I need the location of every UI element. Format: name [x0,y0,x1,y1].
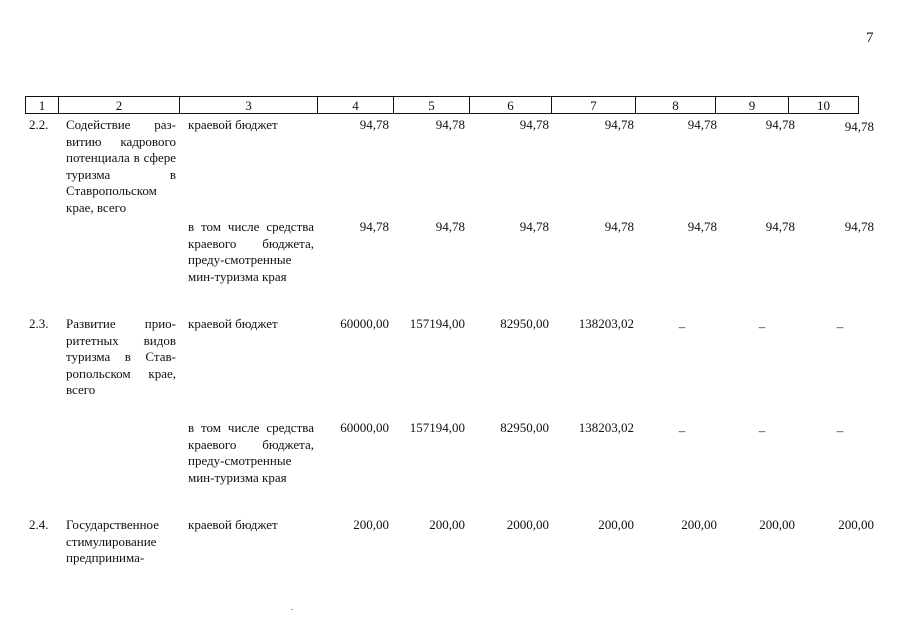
value-cell: – [758,423,766,438]
value-cell: 82950,00 [500,316,549,331]
value-cell: 200,00 [429,517,465,532]
value-cell: 94,78 [519,219,549,234]
value-cell: 138203,02 [578,316,634,331]
value-cell: – [678,423,686,438]
value-cell: 2000,00 [506,517,549,532]
value-cell: 94,78 [359,117,389,132]
funding-source: в том числе средства краевого бюджета, преду-смотренные мин-туризма края [188,219,314,284]
value-cell: 200,00 [681,517,717,532]
value-cell: 157194,00 [409,420,465,435]
value-cell: 94,78 [687,117,717,132]
value-cell: 94,78 [604,219,634,234]
value-cell: – [758,319,766,334]
column-header: 5 [394,97,470,114]
row-number: 2.2. [29,117,49,132]
value-cell: 157194,00 [409,316,465,331]
value-cell: 94,78 [844,219,874,234]
value-cell: 60000,00 [340,420,389,435]
value-cell: 94,78 [435,117,465,132]
page-number: 7 [866,30,874,46]
scan-mark [291,609,293,610]
column-header: 6 [470,97,552,114]
column-header: 4 [318,97,394,114]
value-cell: 94,78 [765,219,795,234]
value-cell: – [836,319,844,334]
value-cell: 138203,02 [578,420,634,435]
value-cell: – [836,423,844,438]
value-cell: 200,00 [838,517,874,532]
funding-source: краевой бюджет [188,316,278,331]
value-cell: 94,78 [604,117,634,132]
value-cell: 94,78 [687,219,717,234]
row-name: Государственное стимулирование предпринима- [66,517,159,565]
value-cell: 200,00 [759,517,795,532]
funding-source: краевой бюджет [188,117,278,132]
column-header: 2 [59,97,180,114]
column-header: 3 [180,97,318,114]
value-cell: – [678,319,686,334]
column-header-row [25,96,859,114]
funding-source: в том числе средства краевого бюджета, преду-смотренные мин-туризма края [188,420,314,485]
value-cell: 200,00 [598,517,634,532]
value-cell: 94,78 [359,219,389,234]
column-header: 9 [716,97,789,114]
value-cell: 82950,00 [500,420,549,435]
value-cell: 60000,00 [340,316,389,331]
funding-source: краевой бюджет [188,517,278,532]
column-header: 1 [26,97,59,114]
value-cell: 94,78 [435,219,465,234]
column-header: 8 [636,97,716,114]
value-cell: 94,78 [519,117,549,132]
row-number: 2.4. [29,517,49,532]
column-header: 7 [552,97,636,114]
value-cell: 200,00 [353,517,389,532]
row-name: Содействие раз-витию кадрового потенциала в сфере туризма в Ставропольском крае, всего [66,117,176,215]
column-header: 10 [789,97,859,114]
value-cell: 94,78 [765,117,795,132]
value-cell: 94,78 [844,119,874,134]
row-name: Развитие прио-ритетных видов туризма в Став-ропольском крае, всего [66,316,176,397]
row-number: 2.3. [29,316,49,331]
